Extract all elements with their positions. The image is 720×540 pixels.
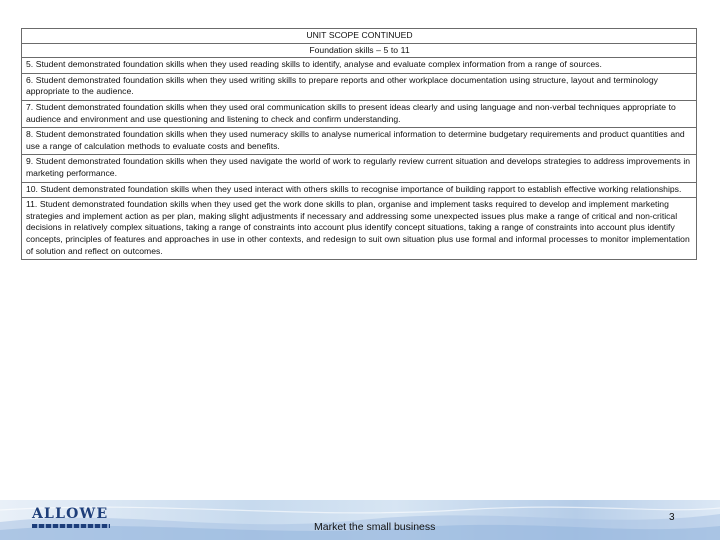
table-cell-foundation-10: 10. Student demonstrated foundation skills when they used interact with others skills to recognise importance of building rapport to establish effective working relationships.: [22, 182, 697, 198]
unit-scope-table: [21, 28, 697, 260]
table-row: [22, 100, 697, 127]
table-cell-foundation-9: 9. Student demonstrated foundation skills when they used navigate the world of work to regularly review current situation and develops strategies to address improvements in marketing performance.: [22, 155, 697, 182]
table-header: UNIT SCOPE CONTINUED: [22, 29, 697, 44]
table-cell-foundation-5: 5. Student demonstrated foundation skills when they used reading skills to identify, analyse and evaluate complex information from a range of sources.: [22, 58, 697, 74]
logo-text: ALLOWE: [32, 506, 109, 522]
table-cell-foundation-7: 7. Student demonstrated foundation skills when they used oral communication skills to present ideas clearly and using language and non-verbal techniques appropriate to audience and environment and use questioning and listening to check and confirm understanding.: [22, 100, 697, 127]
table-cell-foundation-6: 6. Student demonstrated foundation skills when they used writing skills to prepare reports and other workplace documentation using structure, layout and terminology appropriate to the audience.: [22, 73, 697, 100]
logo-stripe: [32, 524, 110, 528]
table-row: [22, 58, 697, 74]
table-subheader-row: [22, 43, 697, 58]
table-header-row: [22, 29, 697, 44]
table-row: [22, 155, 697, 182]
table-row: [22, 198, 697, 260]
table-row: [22, 128, 697, 155]
table-row: [22, 73, 697, 100]
table-subheader: Foundation skills – 5 to 11: [22, 43, 697, 58]
table-row: [22, 182, 697, 198]
footer-title: Market the small business: [314, 521, 436, 533]
table-cell-foundation-11: 11. Student demonstrated foundation skills when they used get the work done skills to plan, organise and implement tasks required to develop and implement marketing strategies and implement action as per plan, making slight adjustments if necessary and addressing some unexpected issues plus make a range of critical and non-critical decisions in relatively complex situations, taking a range of constraints into account plus identify concept situations, taking a range of constraints into account plus identify concepts, principles of features and approaches in use in other contexts, and redesign to suit own situation plus use formal and informal processes to monitor implementation of solution and reflect on outcomes.: [22, 198, 697, 260]
table-cell-foundation-8: 8. Student demonstrated foundation skills when they used numeracy skills to analyse numerical information to determine budgetary requirements and product quantities and use a range of calculation methods to evaluate costs and benefits.: [22, 128, 697, 155]
page-number: 3: [669, 512, 675, 523]
allowe-logo: [32, 506, 112, 530]
footer-band: [0, 500, 720, 540]
